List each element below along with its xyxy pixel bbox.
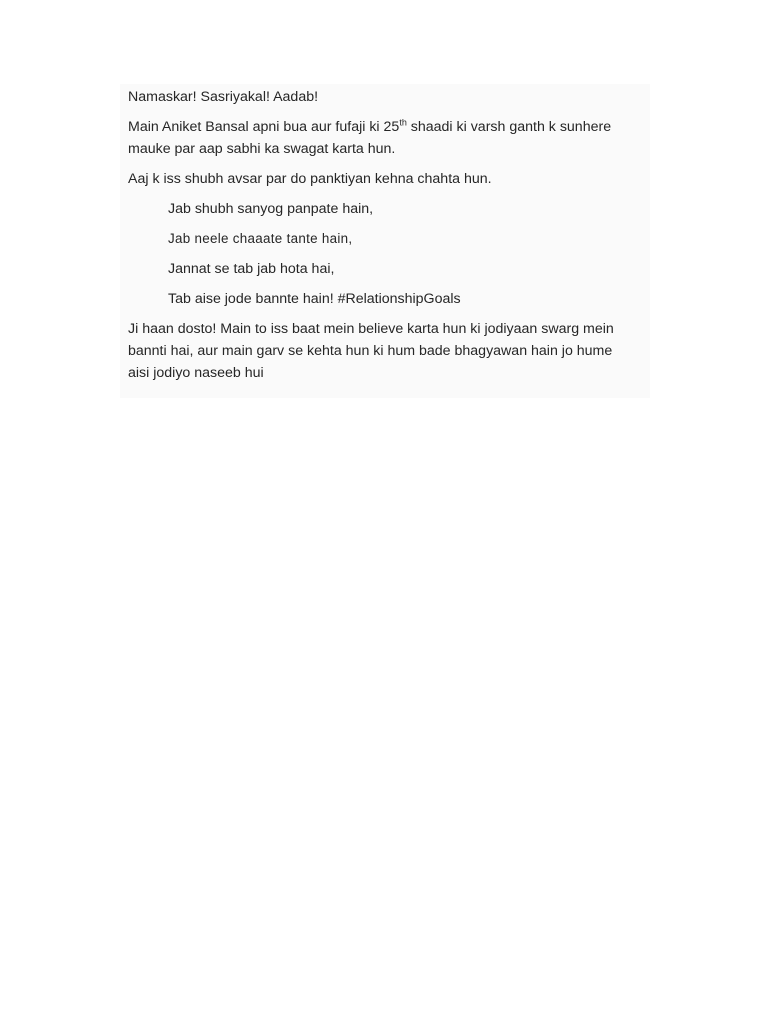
greeting-line: Namaskar! Sasriyakal! Aadab! <box>128 89 319 105</box>
intro-line-2: mauke par aap sabhi ka swagat karta hun. <box>128 141 396 157</box>
verse-line-4: Tab aise jode bannte hain! #RelationshipGoals <box>168 291 461 307</box>
intro-superscript: th <box>399 117 407 128</box>
closing-paragraph <box>128 318 648 384</box>
speech-text-block <box>128 86 648 392</box>
closing-line-2: bannti hai, aur main garv se kehta hun ki hum bade bhagyawan hain jo hume <box>128 343 613 359</box>
intro-line-1 <box>128 119 611 135</box>
intro-paragraph <box>128 116 648 160</box>
closing-line-3: aisi jodiyo naseeb hui <box>128 365 264 381</box>
closing-line-1: Ji haan dosto! Main to iss baat mein believe karta hun ki jodiyaan swarg mein <box>128 321 614 337</box>
intro-text-before: Main Aniket Bansal apni bua aur fufaji ki 25 <box>128 119 400 135</box>
verse-line-3: Jannat se tab jab hota hai, <box>168 261 335 277</box>
verse-block <box>128 198 648 310</box>
verse-line-1: Jab shubh sanyog panpate hain, <box>168 201 374 217</box>
intro-text-after: shaadi ki varsh ganth k sunhere <box>406 119 612 135</box>
verse-line-2: Jab neele chaaate tante hain, <box>168 231 353 246</box>
lead-in-line: Aaj k iss shubh avsar par do panktiyan kehna chahta hun. <box>128 171 492 187</box>
